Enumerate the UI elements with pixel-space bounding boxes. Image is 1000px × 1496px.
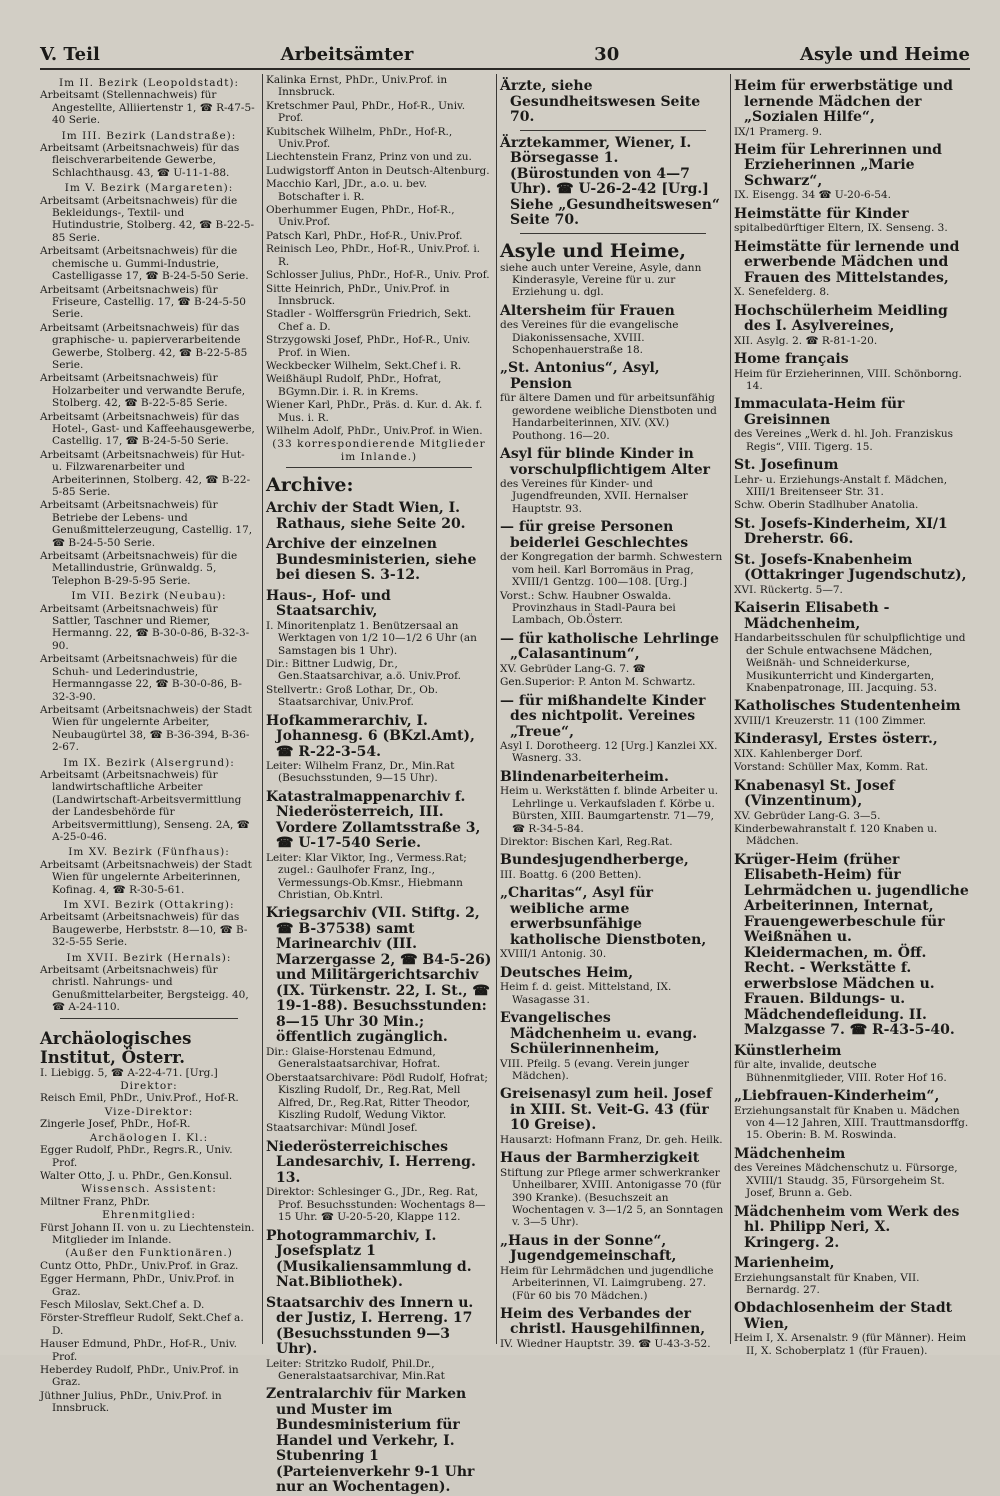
entry-heading: Kaiserin Elisabeth - Mädchenheim, (734, 600, 890, 632)
entry-heading: Home français (734, 351, 849, 368)
directory-entry: Arbeitsamt (Arbeitsnachweis) für die chemische u. Gummi-Industrie, Castelligasse 17, ☎ B-24-5-50 Serie. (40, 245, 249, 283)
district-subheading: Im IX. Bezirk (Alsergrund): (63, 756, 235, 769)
directory-entry: Kubitschek Wilhelm, PhDr., Hof-R., Univ.Prof. (266, 125, 453, 151)
directory-entry: Vorst.: Schw. Haubner Oswalda. Provinzhaus in Stadl-Paura bei Lambach, Ob.Österr. (500, 589, 676, 627)
directory-entry: Gen.Superior: P. Anton M. Schwartz. (500, 676, 696, 689)
page-header (40, 40, 970, 70)
directory-entry: Asyl I. Dorotheerg. 12 [Urg.] Kanzlei XX. Wasnerg. 33. (500, 740, 718, 765)
directory-entry: Patsch Karl, PhDr., Hof-R., Univ.Prof. (266, 229, 463, 242)
directory-entry: des Vereines „Werk d. hl. Joh. Franziskus Regis“, VIII. Tigerg. 15. (734, 428, 954, 453)
entry-heading: St. Josefinum (734, 457, 839, 474)
directory-entry: Arbeitsamt (Arbeitsnachweis) für das Baugewerbe, Herbststr. 8—10, ☎ B-32-5-55 Serie. (40, 911, 248, 949)
directory-entry: Hauser Edmund, PhDr., Hof-R., Univ. Prof. (40, 1338, 237, 1363)
directory-entry: Weckbecker Wilhelm, Sekt.Chef i. R. (266, 359, 462, 372)
directory-entry: Arbeitsamt (Arbeitsnachweis) für Hut- u. Filzwarenarbeiter und Arbeiterinnen, Stolberg. 42, ☎ B-22-5-85 Serie. (40, 448, 251, 498)
section-title: Asyle und Heime, (500, 239, 686, 262)
directory-entry: Hausarzt: Hofmann Franz, Dr. geh. Heilk. (500, 1133, 723, 1146)
entry-heading: Heimstätte für Kinder (734, 205, 909, 222)
directory-entry: XIX. Kahlenberger Dorf. (734, 747, 863, 760)
directory-entry: Dir.: Bittner Ludwig, Dr., Gen.Staatsarchivar, a.ö. Univ.Prof. (266, 657, 461, 683)
entry-heading: Kriegsarchiv (VII. Stiftg. 2, ☎ B-37538) samt Marinearchiv (III. Marzergasse 2, ☎ B4-5-26) und Militärgerichtsarchiv (IX. Türkenstr. 22, I. St., ☎ 19-1-88). Besuchsstunden: 8—15 Uhr 30 Min.; öffentlich zugänglich. (266, 905, 492, 1046)
district-subheading: Im VII. Bezirk (Neubau): (71, 590, 227, 603)
directory-entry: IX. Eisengg. 34 ☎ U-20-6-54. (734, 189, 891, 202)
role-label: (33 korrespondierende Mitglieder im Inlande.) (272, 438, 486, 463)
entry-heading: Ärztekammer, Wiener, I. Börsegasse 1. (Bürostunden von 4—7 Uhr). ☎ U-26-2-42 [Urg.] Siehe „Gesundheitswesen“ Seite 70. (500, 134, 720, 228)
directory-entry: Strzygowski Josef, PhDr., Hof-R., Univ. Prof. in Wien. (266, 334, 471, 359)
entry-heading: Ärzte, siehe Gesundheitswesen Seite 70. (500, 78, 701, 125)
entry-heading: Kinderasyl, Erstes österr., (734, 731, 938, 748)
header-topic: Asyle und Heime (800, 43, 970, 65)
directory-entry: für alte, invalide, deutsche Bühnenmitglieder, VIII. Roter Hof 16. (734, 1059, 947, 1084)
directory-entry: Oberhummer Eugen, PhDr., Hof-R., Univ.Prof. (266, 204, 455, 229)
directory-entry: Arbeitsamt (Arbeitsnachweis) für die Bekleidungs-, Textil- und Hutindustrie, Stolberg. 42, ☎ B-22-5-85 Serie. (40, 194, 255, 244)
entry-heading: Archive der einzelnen Bundesministerien, siehe bei diesen S. 3-12. (266, 536, 477, 584)
directory-entry: Sitte Heinrich, PhDr., Univ.Prof. in Innsbruck. (266, 282, 450, 307)
directory-entry: Schlosser Julius, PhDr., Hof-R., Univ. Prof. (266, 269, 490, 282)
directory-entry: Stadler - Wolffersgrün Friedrich, Sekt. Chef a. D. (266, 308, 472, 333)
directory-entry: Arbeitsamt (Arbeitsnachweis) für das graphische- u. papierverarbeitende Gewerbe, Stolberg. 42, ☎ B-22-5-85 Serie. (40, 321, 248, 371)
role-label: Ehrenmitglied: (102, 1209, 196, 1222)
column-3 (500, 74, 726, 1350)
column-rule (262, 74, 263, 1344)
directory-entry: Arbeitsamt (Arbeitsnachweis) für Holzarbeiter und verwandte Berufe, Stolberg. 42, ☎ B-22-5-85 Serie. (40, 372, 246, 410)
entry-heading: Knabenasyl St. Josef (Vinzentinum), (734, 777, 895, 810)
district-subheading: Im XVII. Bezirk (Hernals): (66, 951, 232, 964)
directory-entry: Leiter: Klar Viktor, Ing., Vermess.Rat; zugel.: Gaulhofer Franz, Ing., Vermessungs-Ob.Kmsr., Hiebmann Christian, Ob.Kntrl. (266, 851, 467, 902)
directory-entry: Arbeitsamt (Arbeitsnachweis) für das fleischverarbeitende Gewerbe, Schlachthausg. 43, ☎ U-11-1-88. (40, 142, 240, 179)
directory-entry: Heim für Lehrmädchen und jugendliche Arbeiterinnen, VI. Laimgrubeng. 27. (Für 60 bis 70 Mädchen.) (500, 1264, 714, 1302)
divider-rule (520, 130, 706, 131)
entry-heading: „Charitas“, Asyl für weibliche arme erwerbsunfähige katholische Dienstboten, (500, 885, 707, 948)
entry-heading: „Liebfrauen-Kinderheim“, (734, 1088, 940, 1105)
district-subheading: Im XV. Bezirk (Fünfhaus): (68, 846, 230, 859)
directory-entry: XII. Asylg. 2. ☎ R-81-1-20. (734, 334, 878, 347)
directory-entry: Kalinka Ernst, PhDr., Univ.Prof. in Innsbruck. (266, 74, 448, 99)
directory-entry: Erziehungsanstalt für Knaben, VII. Bernardg. 27. (734, 1271, 920, 1296)
entry-heading: Heim für erwerbstätige und lernende Mädchen der „Sozialen Hilfe“, (734, 78, 953, 125)
header-part: V. Teil (40, 43, 100, 65)
entry-heading: St. Josefs-Knabenheim (Ottakringer Jugendschutz), (734, 551, 967, 584)
page-number: 30 (594, 43, 620, 65)
directory-entry: des Vereines für Kinder- und Jugendfreunden, XVII. Hernalser Hauptstr. 93. (500, 478, 688, 515)
directory-entry: Erziehungsanstalt für Knaben u. Mädchen von 4—12 Jahren, XIII. Trauttmansdorffg. 15. Oberin: B. M. Roswinda. (734, 1104, 969, 1142)
directory-entry: XVI. Rückertg. 5—7. (734, 583, 843, 596)
directory-entry: des Vereines Mädchenschutz u. Fürsorge, XVIII/1 Staudg. 35, Fürsorgeheim St. Josef, Brunn a. Geb. (734, 1162, 958, 1200)
directory-entry: Arbeitsamt (Arbeitsnachweis) für Betriebe der Lebens- und Genußmittelerzeugung, Castellig. 17, ☎ B-24-5-50 Serie. (40, 499, 253, 549)
entry-heading: Haus-, Hof- und Staatsarchiv, (266, 587, 391, 620)
column-rule (730, 74, 731, 1344)
district-subheading: Im III. Bezirk (Landstraße): (61, 129, 237, 142)
directory-entry: Arbeitsamt (Arbeitsnachweis) der Stadt Wien für ungelernte Arbeiterinnen, Kofinag. 4, ☎ R-30-5-61. (40, 858, 252, 896)
directory-entry: Reinisch Leo, PhDr., Hof-R., Univ.Prof. i. R. (266, 243, 481, 268)
role-label: (Außer den Funktionären.) (65, 1247, 233, 1260)
column-1 (40, 74, 258, 1415)
directory-entry: Stellvertr.: Groß Lothar, Dr., Ob. Staatsarchivar, Univ.Prof. (266, 683, 438, 709)
entry-heading: Künstlerheim (734, 1042, 842, 1059)
entry-heading: Niederösterreichisches Landesarchiv, I. Herreng. 13. (266, 1138, 476, 1186)
entry-heading: „Haus in der Sonne“, Jugendgemeinschaft, (500, 1232, 677, 1265)
directory-entry: spitalbedürftiger Eltern, IX. Senseng. 3. (734, 222, 948, 235)
directory-entry: Arbeitsamt (Arbeitsnachweis) für Friseure, Castellig. 17, ☎ B-24-5-50 Serie. (40, 283, 246, 321)
directory-entry: Miltner Franz, PhDr. (40, 1195, 151, 1208)
entry-heading: Katastralmappenarchiv f. Niederösterreich, III. Vordere Zollamtsstraße 3, ☎ U-17-540 Serie. (266, 788, 481, 852)
directory-entry: Jüthner Julius, PhDr., Univ.Prof. in Innsbruck. (40, 1389, 222, 1415)
entry-heading: Krüger-Heim (früher Elisabeth-Heim) für Lehrmädchen u. jugendliche Arbeiterinnen, Internat, Frauengewerbeschule für Weißnähen u. Kleidermachen, m. Öff. Recht. - Werkstätte f. erwerbslose Mädchen u. Frauen. Bildungs- u. Mädchendefleidung. II. Malzgasse 7. ☎ R-43-5-40. (734, 851, 969, 1039)
directory-entry: Direktor: Schlesinger G., JDr., Reg. Rat, Prof. Besuchsstunden: Wochentags 8—15 Uhr. ☎ U-20-5-20, Klappe 112. (266, 1186, 486, 1224)
entry-heading: St. Josefs-Kinderheim, XI/1 Dreherstr. 66. (734, 515, 948, 548)
district-subheading: Im XVI. Bezirk (Ottakring): (63, 899, 235, 911)
directory-entry: Fürst Johann II. von u. zu Liechtenstein. Mitglieder im Inlande. (40, 1221, 255, 1246)
directory-entry: Arbeitsamt (Arbeitsnachweis) für die Metallindustrie, Grünwaldg. 5, Telephon B-29-5-95 Serie. (40, 550, 238, 587)
role-label: Wissensch. Assistent: (81, 1183, 217, 1196)
entry-heading: — für mißhandelte Kinder des nichtpolit. Vereines „Treue“, (500, 692, 706, 740)
columns (40, 74, 970, 1496)
column-rule (496, 74, 497, 1344)
directory-entry: Macchio Karl, JDr., a.o. u. bev. Botschafter i. R. (266, 178, 428, 203)
role-label: Archäologen I. Kl.: (89, 1131, 209, 1144)
section-heading: Archäologisches Institut, Österr. (40, 1028, 192, 1067)
entry-heading: Deutsches Heim, (500, 964, 634, 981)
district-subheading: Im V. Bezirk (Margareten): (64, 182, 234, 195)
entry-heading: Heim für Lehrerinnen und Erzieherinnen „Marie Schwarz“, (734, 141, 942, 189)
divider-rule (60, 1018, 238, 1019)
entry-heading: — für katholische Lehrlinge „Calasantinum“, (500, 630, 719, 663)
entry-heading: Mädchenheim (734, 1145, 846, 1162)
directory-entry: Leiter: Wilhelm Franz, Dr., Min.Rat (Besuchsstunden, 9—15 Uhr). (266, 760, 455, 785)
directory-entry: X. Senefelderg. 8. (734, 286, 830, 299)
directory-entry: Arbeitsamt (Arbeitsnachweis) für christl. Nahrungs- und Genußmittelarbeiter, Bergsteigg. 40, ☎ A-24-110. (40, 964, 249, 1014)
directory-entry: Egger Hermann, PhDr., Univ.Prof. in Graz. (40, 1273, 235, 1298)
directory-entry: Heim f. d. geist. Mittelstand, IX. Wasagasse 31. (500, 981, 672, 1006)
directory-entry: Zingerle Josef, PhDr., Hof-R. (40, 1118, 191, 1131)
entry-heading: Archiv der Stadt Wien, I. Rathaus, siehe Seite 20. (266, 500, 466, 532)
directory-entry: der Kongregation der barmh. Schwestern vom heil. Karl Borromäus in Prag, XVIII/1 Gentzg. 100—108. [Urg.] (500, 551, 723, 589)
entry-heading: Heimstätte für lernende und erwerbende Mädchen und Frauen des Mittelstandes, (734, 238, 960, 286)
entry-heading: Greisenasyl zum heil. Josef in XIII. St. Veit-G. 43 (für 10 Greise). (500, 1086, 712, 1134)
directory-entry: Arbeitsamt (Stellennachweis) für Angestellte, Alliiertenstr 1, ☎ R-47-5-40 Serie. (40, 89, 255, 127)
column-4 (734, 74, 970, 1357)
directory-entry: Heim I, X. Arsenalstr. 9 (für Männer). Heim II, X. Schoberplatz 1 (für Frauen). (734, 1332, 967, 1357)
entry-heading: — für greise Personen beiderlei Geschlechtes (500, 519, 689, 551)
directory-entry: XV. Gebrüder Lang-G. 7. ☎ (500, 662, 646, 675)
directory-entry: Schw. Oberin Stadlhuber Anatolia. (734, 499, 919, 512)
role-label: Direktor: (120, 1080, 178, 1093)
directory-entry: Dir.: Glaise-Horstenau Edmund, Generalstaatsarchivar, Hofrat. (266, 1045, 441, 1071)
entry-heading: Hochschülerheim Meidling des I. Asylvereines, (734, 302, 948, 335)
directory-entry: Arbeitsamt (Arbeitsnachweis) der Stadt Wien für ungelernte Arbeiter, Neubaugürtel 38, ☎ B-36-394, B-36-2-67. (40, 703, 252, 754)
directory-entry: Förster-Streffleur Rudolf, Sekt.Chef a. D. (40, 1312, 244, 1337)
entry-heading: Immaculata-Heim für Greisinnen (734, 396, 905, 428)
directory-entry: XVIII/1 Kreuzerstr. 11 (100 Zimmer. (734, 714, 926, 727)
directory-entry: Reisch Emil, PhDr., Univ.Prof., Hof-R. (40, 1092, 239, 1105)
directory-entry: Weißhäupl Rudolf, PhDr., Hofrat, BGymn.Dir. i. R. in Krems. (266, 373, 442, 398)
column-2 (266, 74, 492, 1496)
district-subheading: Im II. Bezirk (Leopoldstadt): (58, 77, 240, 89)
directory-entry: Oberstaatsarchivare: Pödl Rudolf, Hofrat; Kiszling Rudolf, Dr., Reg.Rat, Mell Alfred, Dr., Reg.Rat, Ritter Theodor, Kiszling Rudolf, Wedung Viktor. (266, 1071, 488, 1121)
directory-entry: IV. Wiedner Hauptstr. 39. ☎ U-43-3-52. (500, 1337, 711, 1350)
directory-entry: XVIII/1 Antonig. 30. (500, 948, 607, 961)
entry-heading: Zentralarchiv für Marken und Muster im Bundesministerium für Handel und Verkehr, I. Stubenring 1 (Parteienverkehr 9-1 Uhr nur an Wochentagen). (266, 1386, 475, 1496)
role-label: Vize-Direktor: (104, 1105, 194, 1118)
entry-heading: „St. Antonius“, Asyl, Pension (500, 360, 660, 392)
entry-heading: Marienheim, (734, 1255, 835, 1271)
directory-entry: I. Minoritenplatz 1. Benützersaal an Werktagen von 1/2 10—1/2 6 Uhr (an Samstagen bis 1 Uhr). (266, 619, 477, 657)
section-title: Archive: (266, 474, 354, 497)
directory-entry: Vorstand: Schüller Max, Komm. Rat. (734, 761, 929, 774)
entry-heading: Evangelisches Mädchenheim u. evang. Schülerinnenheim, (500, 1010, 698, 1057)
directory-entry: Ludwigstorff Anton in Deutsch-Altenburg. (266, 164, 490, 177)
directory-entry: Heberdey Rudolf, PhDr., Univ.Prof. in Graz. (40, 1364, 239, 1389)
directory-entry: Cuntz Otto, PhDr., Univ.Prof. in Graz. (40, 1259, 239, 1272)
entry-heading: Asyl für blinde Kinder in vorschulpflichtigem Alter (500, 446, 711, 478)
directory-entry: für ältere Damen und für arbeitsunfähig gewordene weibliche Dienstboten und Handarbeiterinnen, XIV. (XV.) Pouthong. 16—20. (500, 392, 717, 442)
entry-heading: Staatsarchiv des Innern u. der Justiz, I. Herreng. 17 (Besuchsstunden 9—3 Uhr). (266, 1294, 474, 1358)
entry-heading: Haus der Barmherzigkeit (500, 1150, 700, 1167)
directory-entry: Kinderbewahranstalt f. 120 Knaben u. Mädchen. (734, 822, 938, 848)
directory-entry: Arbeitsamt (Arbeitsnachweis) für landwirtschaftliche Arbeiter (Landwirtschaft-Arbeitsvermittlung der Landesbehörde für Arbeitsvermittlung), Senseng. 2A, ☎ A-25-0-46. (40, 768, 250, 843)
directory-entry: Walter Otto, J. u. PhDr., Gen.Konsul. (40, 1169, 233, 1182)
directory-entry: Kretschmer Paul, PhDr., Hof-R., Univ. Prof. (266, 99, 466, 125)
header-section-title: Arbeitsämter (280, 43, 414, 65)
directory-entry: Arbeitsamt (Arbeitsnachweis) für Sattler, Taschner und Riemer, Hermanng. 22, ☎ B-30-0-86, B-32-3-90. (40, 602, 250, 652)
directory-entry: Handarbeitsschulen für schulpflichtige und der Schule entwachsene Mädchen, Weißnäh- und Schneiderkurse, Musikunterricht und Kindergarten, Knabenpatronage, III. Jacquing. 53. (734, 632, 966, 694)
entry-heading: Katholisches Studentenheim (734, 698, 961, 715)
entry-heading: Bundesjugendherberge, (500, 852, 689, 869)
directory-entry: des Vereines für die evangelische Diakonissensache, XVIII. Schopenhauerstraße 18. (500, 319, 679, 357)
directory-entry: Arbeitsamt (Arbeitsnachweis) für die Schuh- und Lederindustrie, Hermanngasse 22, ☎ B-30-0-86, B-32-3-90. (40, 653, 242, 703)
directory-entry: Arbeitsamt (Arbeitsnachweis) für das Hotel-, Gast- und Kaffeehausgewerbe, Castellig. 17, ☎ B-24-5-50 Serie. (40, 410, 255, 448)
directory-entry: Egger Rudolf, PhDr., Regrs.R., Univ. Prof. (40, 1144, 233, 1169)
directory-entry: Fesch Miloslav, Sekt.Chef a. D. (40, 1298, 205, 1311)
directory-entry: Wilhelm Adolf, PhDr., Univ.Prof. in Wien. (266, 424, 483, 437)
entry-heading: Altersheim für Frauen (500, 302, 675, 319)
entry-heading: Hofkammerarchiv, I. Johannesg. 6 (BKzl.Amt), ☎ R-22-3-54. (266, 712, 475, 760)
directory-entry: Direktor: Bischen Karl, Reg.Rat. (500, 835, 673, 848)
entry-heading: Blindenarbeiterheim. (500, 768, 669, 785)
entry-heading: Mädchenheim vom Werk des hl. Philipp Neri, X. Kringerg. 2. (734, 1203, 960, 1251)
entry-heading: Obdachlosenheim der Stadt Wien, (734, 1300, 953, 1332)
directory-entry: IX/1 Pramerg. 9. (734, 125, 823, 138)
directory-entry: Liechtenstein Franz, Prinz von und zu. (266, 151, 472, 164)
directory-entry: XV. Gebrüder Lang-G. 3—5. (734, 809, 881, 822)
divider-rule (286, 467, 472, 468)
directory-entry: Stiftung zur Pflege armer schwerkranker Unheilbarer, XVIII. Antonigasse 70 (für 390 Kranke). (Besuchszeit an Wochentagen v. 3—1/2 5, an Sonntagen v. 3—5 Uhr). (500, 1166, 724, 1229)
directory-entry: VIII. Pfeilg. 5 (evang. Verein junger Mädchen). (500, 1057, 689, 1082)
entry-heading: Photogrammarchiv, I. Josefsplatz 1 (Musikaliensammlung d. Nat.Bibliothek). (266, 1227, 472, 1291)
directory-entry: siehe auch unter Vereine, Asyle, dann Kinderasyle, Vereine für u. zur Erziehung u. dgl. (500, 261, 702, 299)
directory-entry: III. Boattg. 6 (200 Betten). (500, 868, 642, 881)
directory-entry: Leiter: Stritzko Rudolf, Phil.Dr., Generalstaatsarchivar, Min.Rat (266, 1357, 445, 1382)
directory-entry: Wiener Karl, PhDr., Präs. d. Kur. d. Ak. f. Mus. i. R. (266, 399, 483, 424)
directory-entry: Heim für Erzieherinnen, VIII. Schönborng. 14. (734, 367, 962, 392)
directory-entry: Lehr- u. Erziehungs-Anstalt f. Mädchen, XIII/1 Breitenseer Str. 31. (734, 473, 948, 499)
directory-entry: I. Liebigg. 5, ☎ A-22-4-71. [Urg.] (40, 1066, 218, 1079)
entry-heading: Heim des Verbandes der christl. Hausgehilfinnen, (500, 1305, 706, 1338)
directory-entry: Staatsarchivar: Mündl Josef. (266, 1122, 418, 1135)
divider-rule (520, 233, 706, 234)
directory-entry: Heim u. Werkstätten f. blinde Arbeiter u. Lehrlinge u. Verkaufsladen f. Körbe u. Bürsten, XIII. Baumgartenstr. 71—79, ☎ R-34-5-84. (500, 785, 719, 835)
